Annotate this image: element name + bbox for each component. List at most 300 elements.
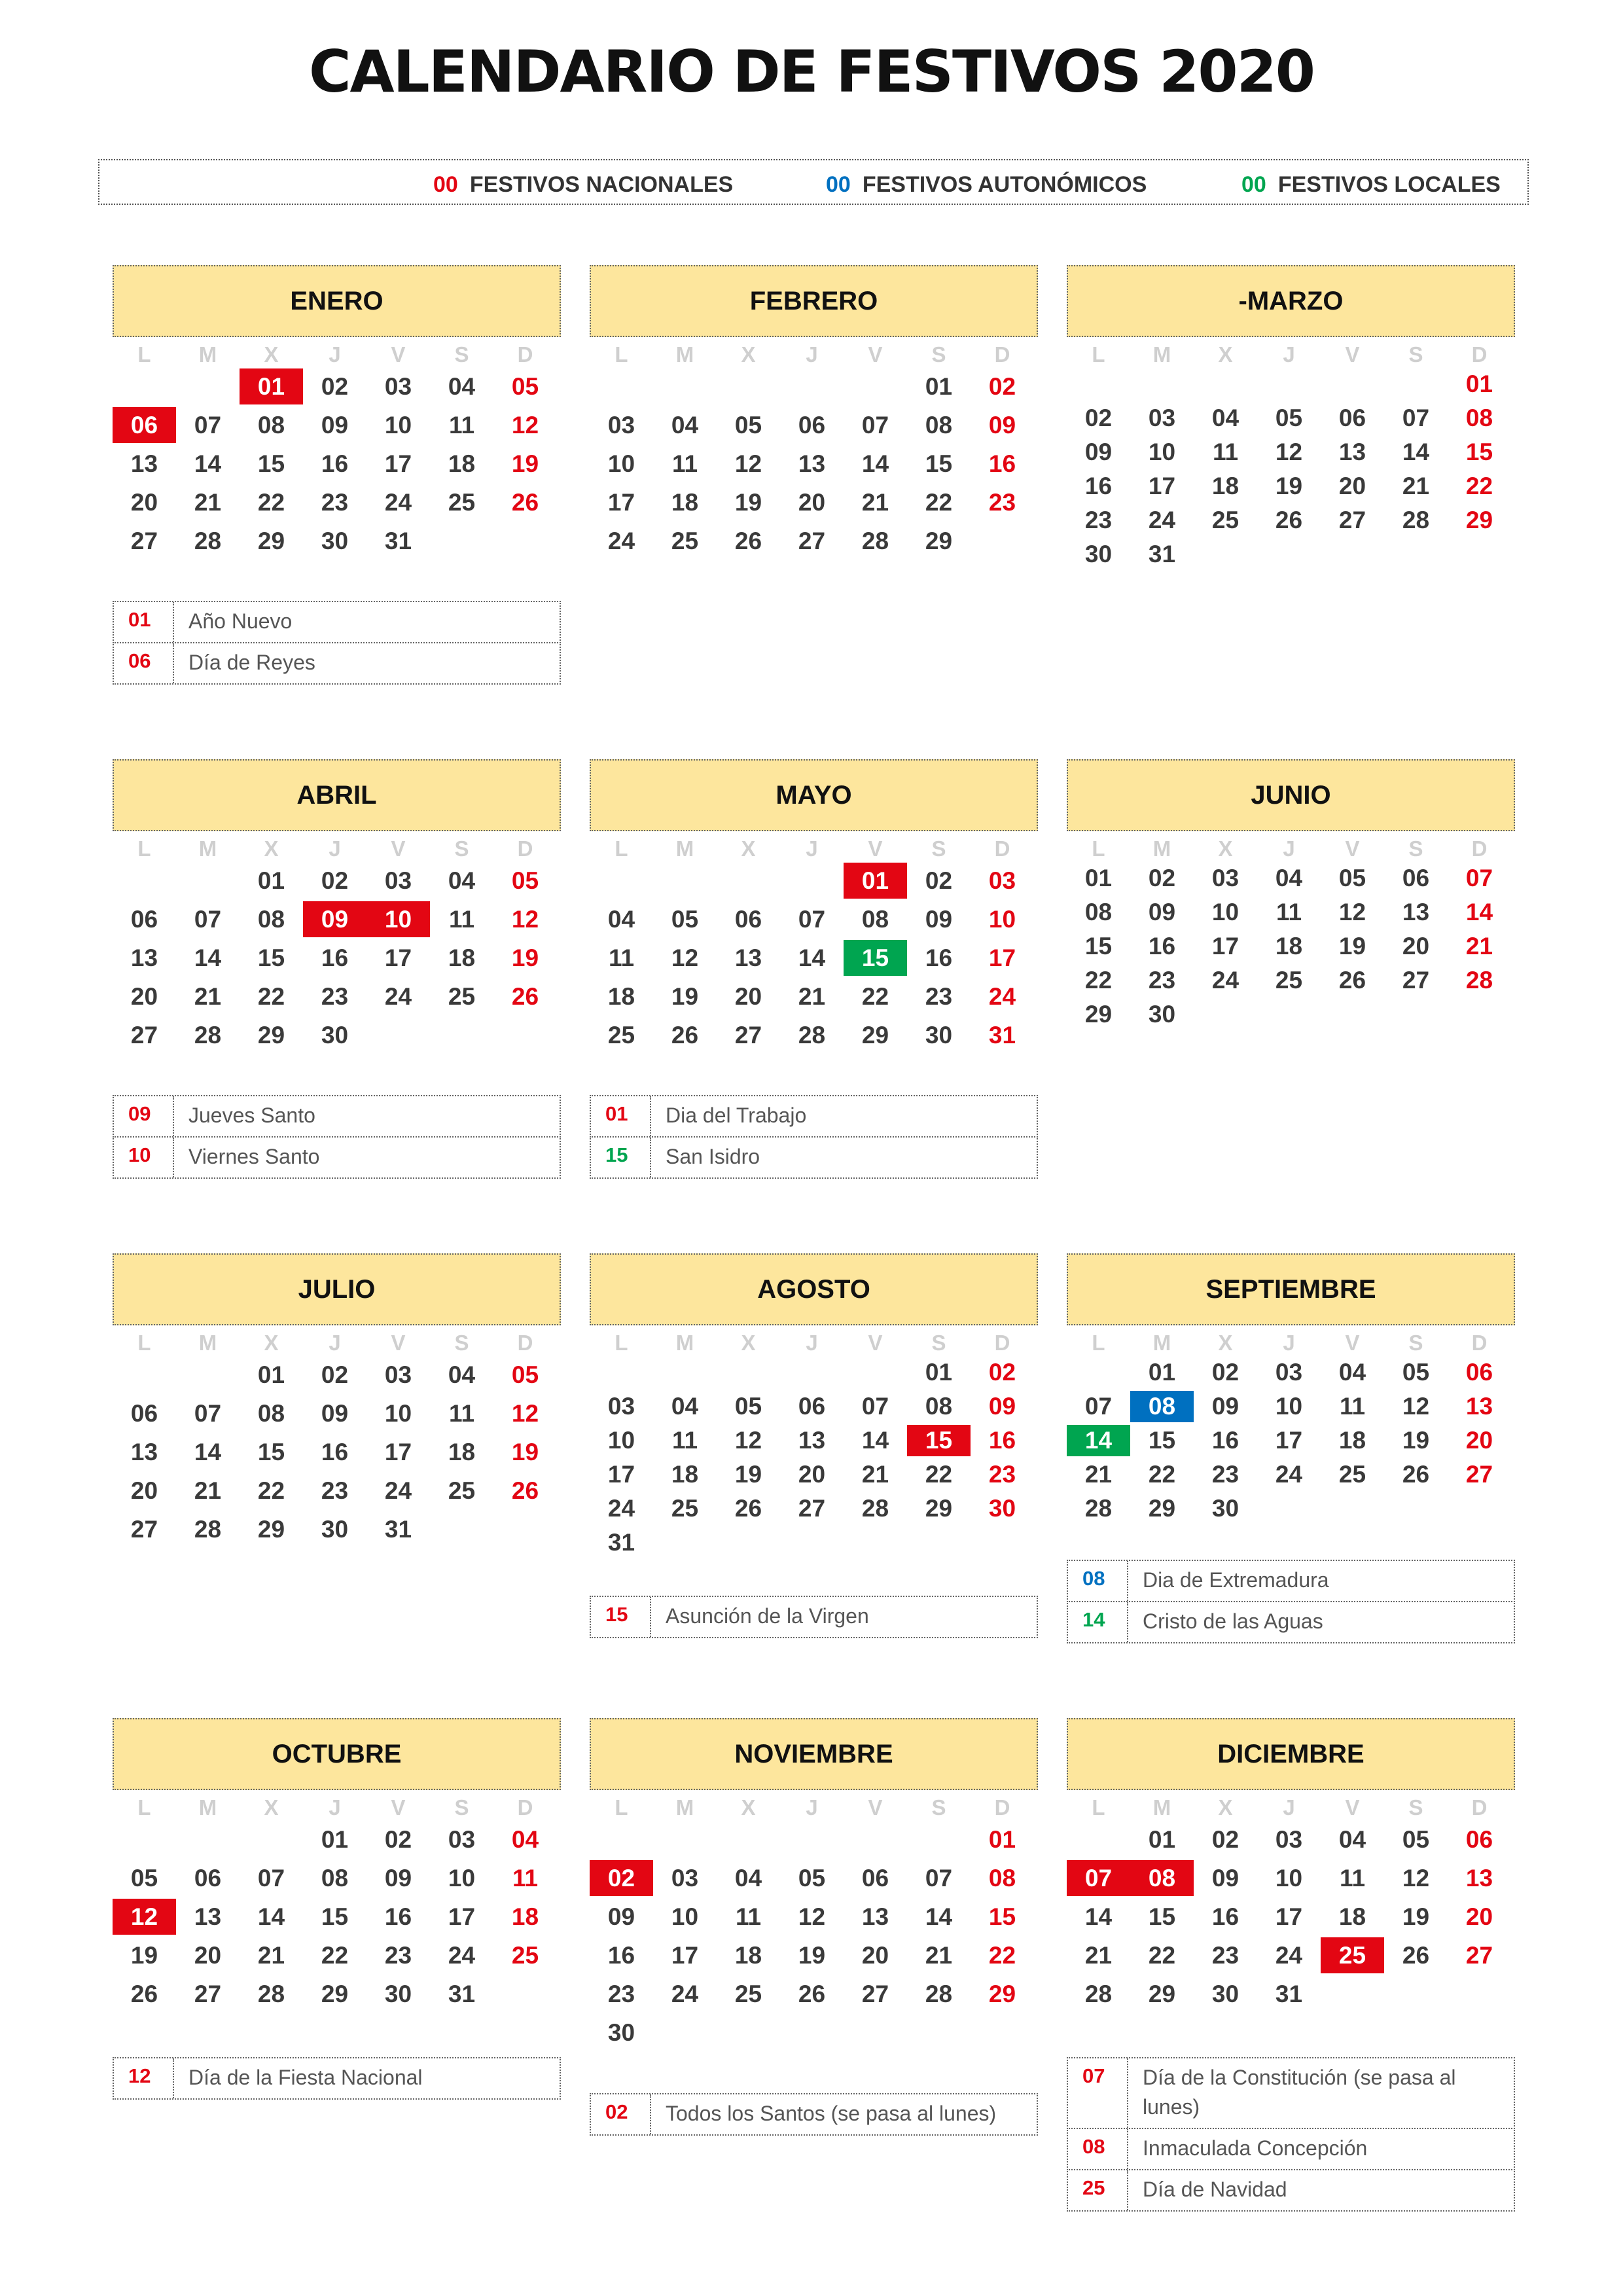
day-cell[interactable]: 23 (1211, 1461, 1240, 1488)
day-cell[interactable]: 03 (671, 1865, 699, 1892)
day-cell[interactable]: 08 (861, 906, 889, 933)
day-cell[interactable]: 30 (1211, 1981, 1240, 2007)
day-cell[interactable]: 16 (384, 1903, 412, 1930)
day-cell[interactable]: 19 (511, 944, 539, 971)
day-cell[interactable]: 25 (1338, 1461, 1366, 1488)
day-cell[interactable]: 10 (988, 906, 1016, 933)
day-cell[interactable]: 17 (607, 489, 635, 516)
day-cell[interactable]: 03 (384, 1361, 412, 1388)
day-cell[interactable]: 07 (861, 1393, 889, 1420)
day-cell[interactable]: 18 (448, 944, 476, 971)
day-cell[interactable]: 19 (1275, 473, 1303, 499)
day-cell[interactable]: 02 (1148, 865, 1176, 891)
day-cell[interactable]: 01 (321, 1826, 349, 1853)
day-cell[interactable]: 20 (798, 489, 826, 516)
day-cell[interactable]: 18 (1211, 473, 1240, 499)
day-cell[interactable]: 29 (1148, 1495, 1176, 1522)
day-cell[interactable]: 27 (734, 1022, 762, 1049)
day-cell[interactable]: 07 (194, 1400, 222, 1427)
day-cell[interactable]: 20 (130, 489, 158, 516)
day-cell[interactable]: 22 (925, 1461, 953, 1488)
day-cell[interactable]: 24 (988, 983, 1016, 1010)
day-cell[interactable]: 14 (1067, 1425, 1130, 1456)
day-cell[interactable]: 14 (1084, 1903, 1113, 1930)
day-cell[interactable]: 06 (1465, 1359, 1493, 1386)
day-cell[interactable]: 14 (194, 944, 222, 971)
day-cell[interactable]: 28 (257, 1981, 285, 2007)
day-cell[interactable]: 20 (130, 983, 158, 1010)
day-cell[interactable]: 20 (1465, 1903, 1493, 1930)
day-cell[interactable]: 28 (1084, 1981, 1113, 2007)
day-cell[interactable]: 15 (1465, 439, 1493, 465)
day-cell[interactable]: 26 (671, 1022, 699, 1049)
day-cell[interactable]: 17 (384, 1439, 412, 1465)
day-cell[interactable]: 10 (448, 1865, 476, 1892)
day-cell[interactable]: 22 (1148, 1942, 1176, 1969)
day-cell[interactable]: 18 (1275, 933, 1303, 960)
day-cell[interactable]: 29 (988, 1981, 1016, 2007)
day-cell[interactable]: 16 (988, 450, 1016, 477)
day-cell[interactable]: 17 (448, 1903, 476, 1930)
day-cell[interactable]: 25 (734, 1981, 762, 2007)
day-cell[interactable]: 01 (1084, 865, 1113, 891)
day-cell[interactable]: 21 (1084, 1461, 1113, 1488)
day-cell[interactable]: 03 (1275, 1826, 1303, 1853)
day-cell[interactable]: 16 (988, 1427, 1016, 1454)
day-cell[interactable]: 29 (861, 1022, 889, 1049)
day-cell[interactable]: 02 (321, 1361, 349, 1388)
day-cell[interactable]: 04 (448, 373, 476, 400)
day-cell[interactable]: 21 (861, 1461, 889, 1488)
day-cell[interactable]: 12 (1402, 1865, 1430, 1892)
day-cell[interactable]: 04 (734, 1865, 762, 1892)
day-cell[interactable]: 10 (1211, 899, 1240, 925)
day-cell[interactable]: 28 (1402, 507, 1430, 533)
day-cell[interactable]: 01 (1148, 1359, 1176, 1386)
day-cell[interactable]: 28 (194, 528, 222, 554)
day-cell[interactable]: 24 (448, 1942, 476, 1969)
day-cell[interactable]: 11 (671, 450, 698, 477)
day-cell[interactable]: 28 (861, 528, 889, 554)
day-cell[interactable]: 20 (1338, 473, 1366, 499)
day-cell[interactable]: 31 (384, 1516, 412, 1543)
day-cell[interactable]: 22 (257, 489, 285, 516)
day-cell[interactable]: 30 (1211, 1495, 1240, 1522)
day-cell[interactable]: 03 (607, 1393, 635, 1420)
day-cell[interactable]: 06 (130, 1400, 158, 1427)
day-cell[interactable]: 18 (671, 489, 699, 516)
day-cell[interactable]: 13 (1402, 899, 1430, 925)
day-cell[interactable]: 08 (257, 906, 285, 933)
day-cell[interactable]: 11 (448, 906, 475, 933)
day-cell[interactable]: 15 (257, 1439, 285, 1465)
day-cell[interactable]: 30 (384, 1981, 412, 2007)
day-cell[interactable]: 13 (194, 1903, 222, 1930)
day-cell[interactable]: 26 (1338, 967, 1366, 994)
day-cell[interactable]: 07 (194, 412, 222, 439)
day-cell[interactable]: 06 (861, 1865, 889, 1892)
day-cell[interactable]: 17 (1275, 1427, 1303, 1454)
day-cell[interactable]: 29 (925, 528, 953, 554)
day-cell[interactable]: 20 (798, 1461, 826, 1488)
day-cell[interactable]: 26 (130, 1981, 158, 2007)
day-cell[interactable]: 27 (130, 528, 158, 554)
day-cell[interactable]: 17 (1211, 933, 1240, 960)
day-cell[interactable]: 19 (1402, 1427, 1430, 1454)
day-cell[interactable]: 01 (257, 1361, 285, 1388)
day-cell[interactable]: 27 (1338, 507, 1366, 533)
day-cell[interactable]: 02 (1084, 404, 1113, 431)
day-cell[interactable]: 16 (321, 450, 349, 477)
day-cell[interactable]: 14 (861, 450, 889, 477)
day-cell[interactable]: 04 (511, 1826, 539, 1853)
day-cell[interactable]: 13 (130, 1439, 158, 1465)
day-cell[interactable]: 03 (1211, 865, 1240, 891)
day-cell[interactable]: 14 (194, 450, 222, 477)
day-cell[interactable]: 14 (798, 944, 826, 971)
day-cell[interactable]: 12 (1275, 439, 1303, 465)
day-cell[interactable]: 18 (1338, 1427, 1366, 1454)
day-cell[interactable]: 23 (925, 983, 953, 1010)
day-cell[interactable]: 20 (1402, 933, 1430, 960)
day-cell[interactable]: 04 (671, 412, 699, 439)
day-cell[interactable]: 12 (1402, 1393, 1430, 1420)
day-cell[interactable]: 31 (1275, 1981, 1303, 2007)
day-cell[interactable]: 15 (1148, 1427, 1176, 1454)
day-cell[interactable]: 30 (1148, 1001, 1176, 1028)
day-cell[interactable]: 09 (1148, 899, 1176, 925)
day-cell[interactable]: 15 (844, 940, 907, 976)
day-cell[interactable]: 15 (925, 450, 953, 477)
day-cell[interactable]: 16 (1148, 933, 1176, 960)
day-cell[interactable]: 13 (798, 1427, 826, 1454)
day-cell[interactable]: 27 (861, 1981, 889, 2007)
day-cell[interactable]: 13 (1465, 1865, 1493, 1892)
day-cell[interactable]: 05 (1275, 404, 1303, 431)
day-cell[interactable]: 27 (194, 1981, 222, 2007)
day-cell[interactable]: 17 (607, 1461, 635, 1488)
day-cell[interactable]: 11 (1212, 439, 1239, 465)
day-cell[interactable]: 14 (257, 1903, 285, 1930)
day-cell[interactable]: 11 (448, 1400, 475, 1427)
day-cell[interactable]: 08 (321, 1865, 349, 1892)
day-cell[interactable]: 02 (590, 1860, 653, 1896)
day-cell[interactable]: 18 (448, 450, 476, 477)
day-cell[interactable]: 01 (925, 1359, 953, 1386)
day-cell[interactable]: 06 (798, 412, 826, 439)
day-cell[interactable]: 09 (988, 1393, 1016, 1420)
day-cell[interactable]: 21 (194, 983, 222, 1010)
day-cell[interactable]: 11 (735, 1903, 762, 1930)
day-cell[interactable]: 15 (1084, 933, 1113, 960)
day-cell[interactable]: 11 (448, 412, 475, 439)
day-cell[interactable]: 07 (257, 1865, 285, 1892)
day-cell[interactable]: 12 (671, 944, 699, 971)
day-cell[interactable]: 12 (734, 1427, 762, 1454)
day-cell[interactable]: 25 (511, 1942, 539, 1969)
day-cell[interactable]: 03 (1275, 1359, 1303, 1386)
day-cell[interactable]: 24 (384, 489, 412, 516)
day-cell[interactable]: 02 (988, 373, 1016, 400)
day-cell[interactable]: 11 (512, 1865, 539, 1892)
day-cell[interactable]: 25 (448, 983, 476, 1010)
day-cell[interactable]: 19 (130, 1942, 158, 1969)
day-cell[interactable]: 23 (321, 489, 349, 516)
day-cell[interactable]: 03 (384, 867, 412, 894)
day-cell[interactable]: 22 (925, 489, 953, 516)
day-cell[interactable]: 08 (1130, 1391, 1194, 1422)
day-cell[interactable]: 09 (988, 412, 1016, 439)
day-cell[interactable]: 21 (1402, 473, 1430, 499)
day-cell[interactable]: 18 (671, 1461, 699, 1488)
day-cell[interactable]: 10 (1148, 439, 1176, 465)
day-cell[interactable]: 27 (798, 528, 826, 554)
day-cell[interactable]: 21 (257, 1942, 285, 1969)
day-cell[interactable]: 24 (384, 1477, 412, 1504)
day-cell[interactable]: 26 (511, 489, 539, 516)
day-cell[interactable]: 26 (511, 983, 539, 1010)
day-cell[interactable]: 13 (1338, 439, 1366, 465)
day-cell[interactable]: 17 (671, 1942, 699, 1969)
day-cell[interactable]: 14 (861, 1427, 889, 1454)
day-cell[interactable]: 10 (384, 412, 412, 439)
day-cell[interactable]: 01 (240, 368, 303, 404)
day-cell[interactable]: 03 (1148, 404, 1176, 431)
day-cell[interactable]: 29 (925, 1495, 953, 1522)
day-cell[interactable]: 21 (1084, 1942, 1113, 1969)
day-cell[interactable]: 26 (734, 528, 762, 554)
day-cell[interactable]: 11 (1339, 1865, 1366, 1892)
day-cell[interactable]: 15 (1148, 1903, 1176, 1930)
day-cell[interactable]: 16 (321, 1439, 349, 1465)
day-cell[interactable]: 15 (257, 944, 285, 971)
day-cell[interactable]: 03 (607, 412, 635, 439)
day-cell[interactable]: 04 (671, 1393, 699, 1420)
day-cell[interactable]: 16 (1211, 1903, 1240, 1930)
day-cell[interactable]: 02 (1211, 1826, 1240, 1853)
day-cell[interactable]: 30 (321, 528, 349, 554)
day-cell[interactable]: 16 (1211, 1427, 1240, 1454)
day-cell[interactable]: 27 (130, 1516, 158, 1543)
day-cell[interactable]: 01 (1465, 370, 1493, 397)
day-cell[interactable]: 13 (734, 944, 762, 971)
day-cell[interactable]: 02 (384, 1826, 412, 1853)
day-cell[interactable]: 28 (1084, 1495, 1113, 1522)
day-cell[interactable]: 07 (861, 412, 889, 439)
day-cell[interactable]: 23 (321, 1477, 349, 1504)
day-cell[interactable]: 29 (257, 528, 285, 554)
day-cell[interactable]: 13 (861, 1903, 889, 1930)
day-cell[interactable]: 04 (448, 1361, 476, 1388)
day-cell[interactable]: 24 (1211, 967, 1240, 994)
day-cell[interactable]: 09 (1211, 1865, 1240, 1892)
day-cell[interactable]: 22 (1148, 1461, 1176, 1488)
day-cell[interactable]: 11 (1339, 1393, 1366, 1420)
day-cell[interactable]: 04 (607, 906, 635, 933)
day-cell[interactable]: 25 (448, 1477, 476, 1504)
day-cell[interactable]: 27 (130, 1022, 158, 1049)
day-cell[interactable]: 15 (988, 1903, 1016, 1930)
day-cell[interactable]: 30 (1084, 541, 1113, 567)
day-cell[interactable]: 21 (925, 1942, 953, 1969)
day-cell[interactable]: 22 (1465, 473, 1493, 499)
day-cell[interactable]: 17 (384, 944, 412, 971)
day-cell[interactable]: 19 (798, 1942, 826, 1969)
day-cell[interactable]: 29 (1465, 507, 1493, 533)
day-cell[interactable]: 05 (1338, 865, 1366, 891)
day-cell[interactable]: 25 (607, 1022, 635, 1049)
day-cell[interactable]: 09 (1084, 439, 1113, 465)
day-cell[interactable]: 26 (798, 1981, 826, 2007)
day-cell[interactable]: 10 (607, 450, 635, 477)
day-cell[interactable]: 04 (1338, 1359, 1366, 1386)
day-cell[interactable]: 11 (1275, 899, 1302, 925)
day-cell[interactable]: 08 (257, 1400, 285, 1427)
day-cell[interactable]: 14 (1465, 899, 1493, 925)
day-cell[interactable]: 06 (734, 906, 762, 933)
day-cell[interactable]: 02 (1211, 1359, 1240, 1386)
day-cell[interactable]: 05 (130, 1865, 158, 1892)
day-cell[interactable]: 28 (1465, 967, 1493, 994)
day-cell[interactable]: 08 (988, 1865, 1016, 1892)
day-cell[interactable]: 17 (988, 944, 1016, 971)
day-cell[interactable]: 14 (1402, 439, 1430, 465)
day-cell[interactable]: 10 (607, 1427, 635, 1454)
day-cell[interactable]: 05 (511, 867, 539, 894)
day-cell[interactable]: 31 (1148, 541, 1176, 567)
day-cell[interactable]: 22 (988, 1942, 1016, 1969)
day-cell[interactable]: 02 (925, 867, 953, 894)
day-cell[interactable]: 22 (321, 1942, 349, 1969)
day-cell[interactable]: 07 (1465, 865, 1493, 891)
day-cell[interactable]: 19 (734, 489, 762, 516)
day-cell[interactable]: 08 (925, 412, 953, 439)
day-cell[interactable]: 26 (1402, 1942, 1430, 1969)
day-cell[interactable]: 28 (861, 1495, 889, 1522)
day-cell[interactable]: 13 (130, 944, 158, 971)
day-cell[interactable]: 01 (988, 1826, 1016, 1853)
day-cell[interactable]: 29 (257, 1022, 285, 1049)
day-cell[interactable]: 10 (384, 1400, 412, 1427)
day-cell[interactable]: 22 (1084, 967, 1113, 994)
day-cell[interactable]: 03 (988, 867, 1016, 894)
day-cell[interactable]: 06 (194, 1865, 222, 1892)
day-cell[interactable]: 31 (384, 528, 412, 554)
day-cell[interactable]: 05 (734, 412, 762, 439)
day-cell[interactable]: 13 (798, 450, 826, 477)
day-cell[interactable]: 31 (448, 1981, 476, 2007)
day-cell[interactable]: 24 (671, 1981, 699, 2007)
day-cell[interactable]: 06 (1338, 404, 1366, 431)
day-cell[interactable]: 08 (257, 412, 285, 439)
day-cell[interactable]: 21 (861, 489, 889, 516)
day-cell[interactable]: 08 (925, 1393, 953, 1420)
day-cell[interactable]: 21 (194, 1477, 222, 1504)
day-cell[interactable]: 29 (257, 1516, 285, 1543)
day-cell[interactable]: 23 (1148, 967, 1176, 994)
day-cell[interactable]: 12 (511, 906, 539, 933)
day-cell[interactable]: 06 (1402, 865, 1430, 891)
day-cell[interactable]: 06 (798, 1393, 826, 1420)
day-cell[interactable]: 01 (1148, 1826, 1176, 1853)
day-cell[interactable]: 28 (194, 1516, 222, 1543)
day-cell[interactable]: 08 (1465, 404, 1493, 431)
day-cell[interactable]: 19 (734, 1461, 762, 1488)
day-cell[interactable]: 25 (671, 528, 699, 554)
day-cell[interactable]: 25 (1275, 967, 1303, 994)
day-cell[interactable]: 23 (988, 1461, 1016, 1488)
day-cell[interactable]: 11 (671, 1427, 698, 1454)
day-cell[interactable]: 14 (194, 1439, 222, 1465)
day-cell[interactable]: 07 (1084, 1393, 1113, 1420)
day-cell[interactable]: 09 (607, 1903, 635, 1930)
day-cell[interactable]: 22 (257, 1477, 285, 1504)
day-cell[interactable]: 30 (321, 1022, 349, 1049)
day-cell[interactable]: 27 (798, 1495, 826, 1522)
day-cell[interactable]: 12 (798, 1903, 826, 1930)
day-cell[interactable]: 19 (511, 450, 539, 477)
day-cell[interactable]: 23 (1084, 507, 1113, 533)
day-cell[interactable]: 09 (384, 1865, 412, 1892)
day-cell[interactable]: 24 (1275, 1942, 1303, 1969)
day-cell[interactable]: 05 (511, 373, 539, 400)
day-cell[interactable]: 24 (384, 983, 412, 1010)
day-cell[interactable]: 18 (448, 1439, 476, 1465)
day-cell[interactable]: 27 (1465, 1942, 1493, 1969)
day-cell[interactable]: 23 (1211, 1942, 1240, 1969)
day-cell[interactable]: 05 (734, 1393, 762, 1420)
day-cell[interactable]: 26 (511, 1477, 539, 1504)
day-cell[interactable]: 12 (1338, 899, 1366, 925)
day-cell[interactable]: 03 (384, 373, 412, 400)
day-cell[interactable]: 05 (511, 1361, 539, 1388)
day-cell[interactable]: 28 (798, 1022, 826, 1049)
day-cell[interactable]: 18 (607, 983, 635, 1010)
day-cell[interactable]: 25 (1321, 1937, 1384, 1973)
day-cell[interactable]: 23 (607, 1981, 635, 2007)
day-cell[interactable]: 27 (1402, 967, 1430, 994)
day-cell[interactable]: 04 (1211, 404, 1240, 431)
day-cell[interactable]: 10 (1275, 1865, 1303, 1892)
day-cell[interactable]: 16 (321, 944, 349, 971)
day-cell[interactable]: 18 (1338, 1903, 1366, 1930)
day-cell[interactable]: 02 (988, 1359, 1016, 1386)
day-cell[interactable]: 04 (1338, 1826, 1366, 1853)
day-cell[interactable]: 04 (1275, 865, 1303, 891)
day-cell[interactable]: 18 (734, 1942, 762, 1969)
day-cell[interactable]: 19 (1338, 933, 1366, 960)
day-cell[interactable]: 13 (130, 450, 158, 477)
day-cell[interactable]: 16 (607, 1942, 635, 1969)
day-cell[interactable]: 29 (321, 1981, 349, 2007)
day-cell[interactable]: 30 (607, 2019, 635, 2046)
day-cell[interactable]: 10 (366, 901, 430, 937)
day-cell[interactable]: 12 (734, 450, 762, 477)
day-cell[interactable]: 24 (607, 1495, 635, 1522)
day-cell[interactable]: 13 (1465, 1393, 1493, 1420)
day-cell[interactable]: 12 (511, 1400, 539, 1427)
day-cell[interactable]: 24 (607, 528, 635, 554)
day-cell[interactable]: 21 (1465, 933, 1493, 960)
day-cell[interactable]: 21 (798, 983, 826, 1010)
day-cell[interactable]: 06 (130, 906, 158, 933)
day-cell[interactable]: 01 (925, 373, 953, 400)
day-cell[interactable]: 12 (113, 1899, 176, 1935)
day-cell[interactable]: 17 (1148, 473, 1176, 499)
day-cell[interactable]: 19 (511, 1439, 539, 1465)
day-cell[interactable]: 19 (671, 983, 699, 1010)
day-cell[interactable]: 23 (321, 983, 349, 1010)
